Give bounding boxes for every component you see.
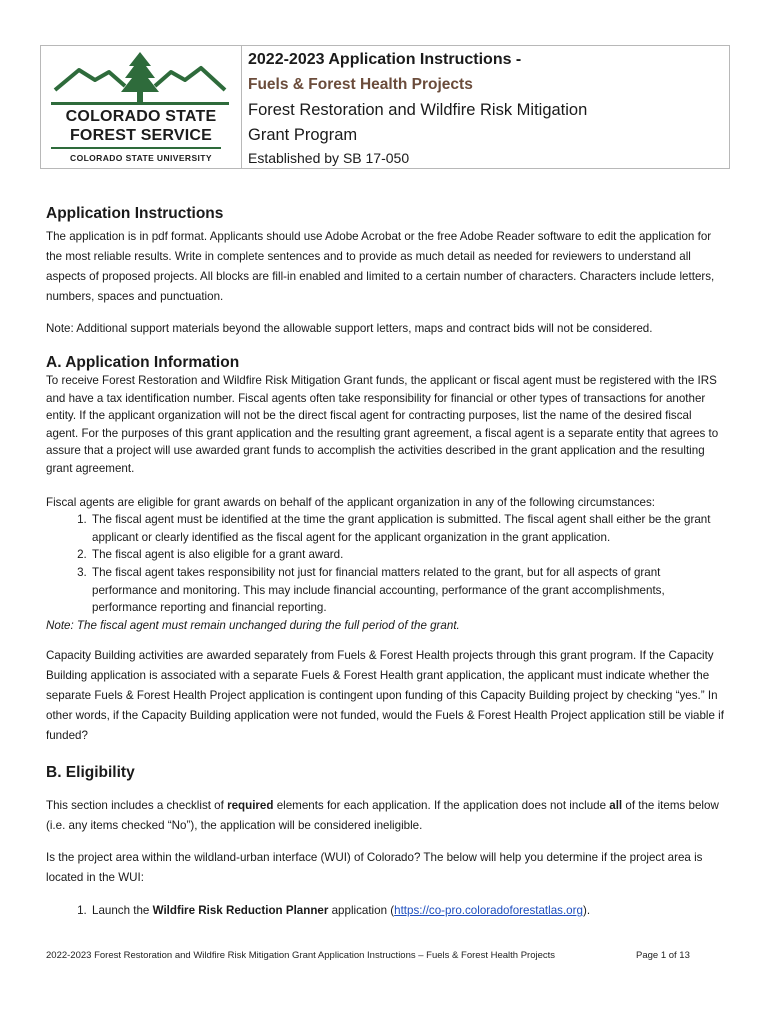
wui-steps-list (46, 902, 726, 920)
section-a-paragraph-3: Capacity Building activities are awarded separately from Fuels & Forest Health projects through this grant program. If the Capacity Building application is associated with a separate Fuels & Forest Health grant application, the applicant must indicate whether the separate Fuels & Forest Health Project application is contingent upon funding of this Capacity Building project by checking “yes.” In other words, if the Capacity Building application were not funded, would the Fuels & Forest Health Project application still be viable if funded? (46, 649, 724, 743)
program-name-line2: Grant Program (248, 126, 358, 144)
section-a-paragraph-1: To receive Forest Restoration and Wildfire Risk Mitigation Grant funds, the applicant or fiscal agent must be registered with the IRS and have a tax identification number. Fiscal agents often take responsibility for financial or other types of transactions for another entity. If the applicant organization will not be the direct fiscal agent for contracting purposes, list the name of the desired fiscal agent. For the purposes of this grant application and the resulting grant agreement, a fiscal agent is a separate entity that agrees to assure that a project will use awarded grant funds to accomplish the activities described in the grant application and the resulting grant agreement. (46, 374, 719, 475)
program-name-line1: Forest Restoration and Wildfire Risk Mitigation (248, 101, 588, 119)
footer-document-title: 2022-2023 Forest Restoration and Wildfire Risk Mitigation Grant Application Instructions – Fuels & Forest Health Projects (46, 950, 556, 961)
agency-logo (41, 46, 242, 168)
instructions-paragraph: The application is in pdf format. Applicants should use Adobe Acrobat or the free Adobe Reader software to edit the application for the most reliable results. Write in complete sentences and to provide as much detail as needed for reviewers to understand all aspects of proposed projects. All blocks are fill-in enabled and limited to a certain number of characters. Characters include letters, numbers, spaces and punctuation. (46, 230, 715, 303)
eligibility-paragraph-1: This section includes a checklist of required elements for each application. If the application does not include all of the items below (i.e. any items checked “No”), the application will be considered ineligible. (46, 799, 719, 833)
logo-line-2: FOREST SERVICE (69, 127, 213, 144)
heading-application-information: A. Application Information (46, 354, 240, 371)
list-item: 1. The fiscal agent must be identified at the time the grant application is submitted. The fiscal agent shall either be the grant applicant or clearly identified as the fiscal agent for the applicant organization in the grant application. (90, 511, 726, 546)
heading-application-instructions: Application Instructions (46, 205, 224, 222)
section-a-paragraph-2: Fiscal agents are eligible for grant awards on behalf of the applicant organization in any of the following circumstances: (46, 495, 656, 509)
document-subtitle: Fuels & Forest Health Projects (248, 76, 473, 93)
page-number: Page 1 of 13 (636, 950, 690, 961)
logo-divider (51, 147, 221, 149)
header-table (40, 45, 730, 169)
document-body (46, 205, 726, 920)
established-line: Established by SB 17-050 (248, 150, 410, 166)
document-title: 2022-2023 Application Instructions - (248, 51, 522, 68)
logo-line-3: COLORADO STATE UNIVERSITY (70, 153, 212, 163)
mountain-tree-icon (47, 52, 233, 110)
fiscal-agent-list (46, 511, 726, 617)
list-item: 3. The fiscal agent takes responsibility not just for financial matters related to the grant, but for all aspects of grant performance and monitoring. This may include financial accounting, performance of the grant accomplishments, performance reporting and financial reporting. (90, 564, 726, 617)
instructions-note: Note: Additional support materials beyond the allowable support letters, maps and contract bids will not be considered. (46, 322, 653, 335)
logo-line-1: COLORADO STATE (65, 108, 217, 125)
fiscal-agent-note: Note: The fiscal agent must remain unchanged during the full period of the grant. (46, 618, 460, 632)
list-item: 2. The fiscal agent is also eligible for a grant award. (90, 546, 726, 564)
eligibility-paragraph-2: Is the project area within the wildland-urban interface (WUI) of Colorado? The below will help you determine if the project area is located in the WUI: (46, 851, 703, 885)
atlas-link[interactable]: https://co-pro.coloradoforestatlas.org (394, 904, 583, 918)
list-item: 1. Launch the Wildfire Risk Reduction Planner application (https://co-pro.coloradoforestatlas.org). (90, 902, 726, 920)
heading-eligibility: B. Eligibility (46, 764, 135, 782)
